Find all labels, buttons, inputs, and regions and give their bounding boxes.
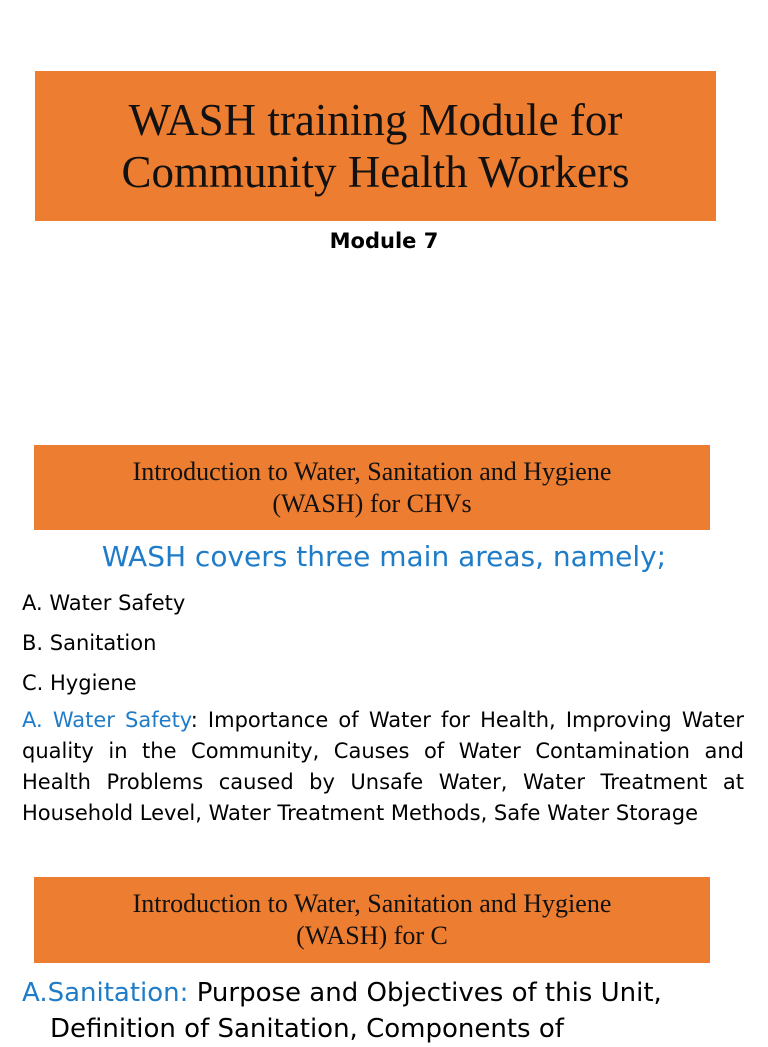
section-banner-2-line-2: (WASH) for C	[296, 921, 448, 950]
section-banner-line-1: Introduction to Water, Sanitation and Hygiene	[132, 456, 612, 486]
sanitation-paragraph	[22, 975, 744, 1011]
sanitation-paragraph-cont: Definition of Sanitation, Components of	[50, 1014, 564, 1044]
sanitation-label: A.Sanitation:	[22, 978, 189, 1008]
list-item: C. Hygiene	[22, 671, 137, 695]
module-label: Module 7	[329, 229, 439, 253]
section-subheading: WASH covers three main areas, namely;	[101, 540, 667, 573]
section-banner-intro-2	[34, 877, 710, 963]
list-item: A. Water Safety	[22, 591, 186, 615]
sanitation-text: Purpose and Objectives of this Unit,	[188, 978, 662, 1008]
water-safety-label: A. Water Safety	[22, 708, 191, 732]
water-safety-paragraph	[22, 705, 744, 829]
title-banner	[35, 71, 716, 221]
title-line-1: WASH training Module for	[128, 95, 623, 145]
section-banner-intro	[34, 445, 710, 530]
list-item: B. Sanitation	[22, 631, 157, 655]
water-safety-text: : Importance of Water for Health, Improving Water quality in the Community, Causes of Water Contamination and Health Problems caused by Unsafe Water, Water Treatment at Household Level, Water Treatment Methods, Safe Water Storage	[22, 708, 744, 825]
areas-list	[22, 585, 185, 705]
title-line-2: Community Health Workers	[121, 147, 630, 197]
section-banner-line-2: (WASH) for CHVs	[272, 488, 472, 518]
section-banner-2-line-1: Introduction to Water, Sanitation and Hygiene	[132, 889, 612, 918]
